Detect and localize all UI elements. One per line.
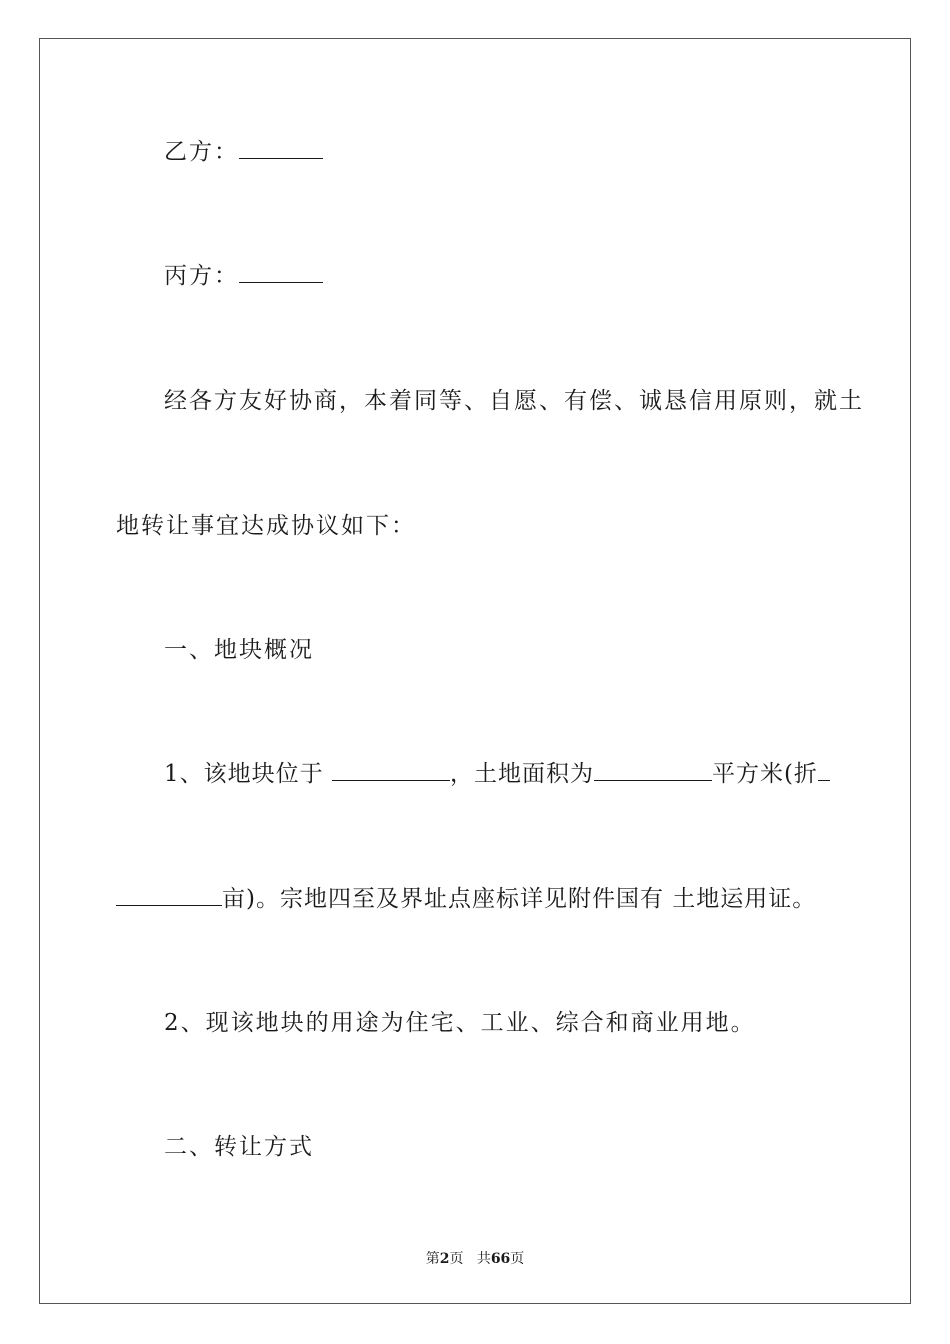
party-c-blank[interactable]: [239, 262, 323, 283]
footer-page-prefix: 第: [425, 1251, 440, 1267]
mu-blank[interactable]: [116, 885, 222, 906]
item-2-line: 2、现该地块的用途为住宅、工业、综合和商业用地。: [164, 1010, 756, 1036]
page-border: [39, 38, 911, 1304]
party-b-line: [164, 137, 323, 167]
footer-total-pages: 66: [490, 1251, 511, 1267]
page-footer: [0, 1248, 950, 1268]
section-2-heading: 二、转让方式: [164, 1134, 314, 1160]
party-c-label: 丙方：: [164, 263, 239, 289]
item-1-continuation: [116, 884, 816, 914]
party-b-label: 乙方：: [164, 139, 239, 165]
item-1-area-label: ，土地面积为: [449, 761, 594, 787]
footer-page-suffix: 页: [449, 1251, 464, 1267]
mu-blank-start[interactable]: [818, 760, 830, 781]
footer-total-prefix: 共: [476, 1251, 491, 1267]
party-c-line: [164, 261, 323, 291]
item-1-unit-label: 平方米(折: [711, 761, 818, 787]
section-1-heading: 一、地块概况: [164, 637, 314, 663]
intro-line-2: 地转让事宜达成协议如下：: [116, 513, 416, 539]
item-1-location-label: 1、该地块位于: [164, 761, 324, 787]
intro-line-1: 经各方友好协商，本着同等、自愿、有偿、诚恳信用原则，就土: [164, 388, 864, 414]
area-blank[interactable]: [594, 760, 712, 781]
party-b-blank[interactable]: [239, 138, 323, 159]
item-1-continuation-text: 亩)。宗地四至及界址点座标详见附件国有 土地运用证。: [222, 886, 817, 912]
item-1-line: [164, 759, 830, 789]
location-blank[interactable]: [332, 760, 450, 781]
footer-total-suffix: 页: [510, 1251, 525, 1267]
footer-page-number: 2: [439, 1251, 450, 1267]
